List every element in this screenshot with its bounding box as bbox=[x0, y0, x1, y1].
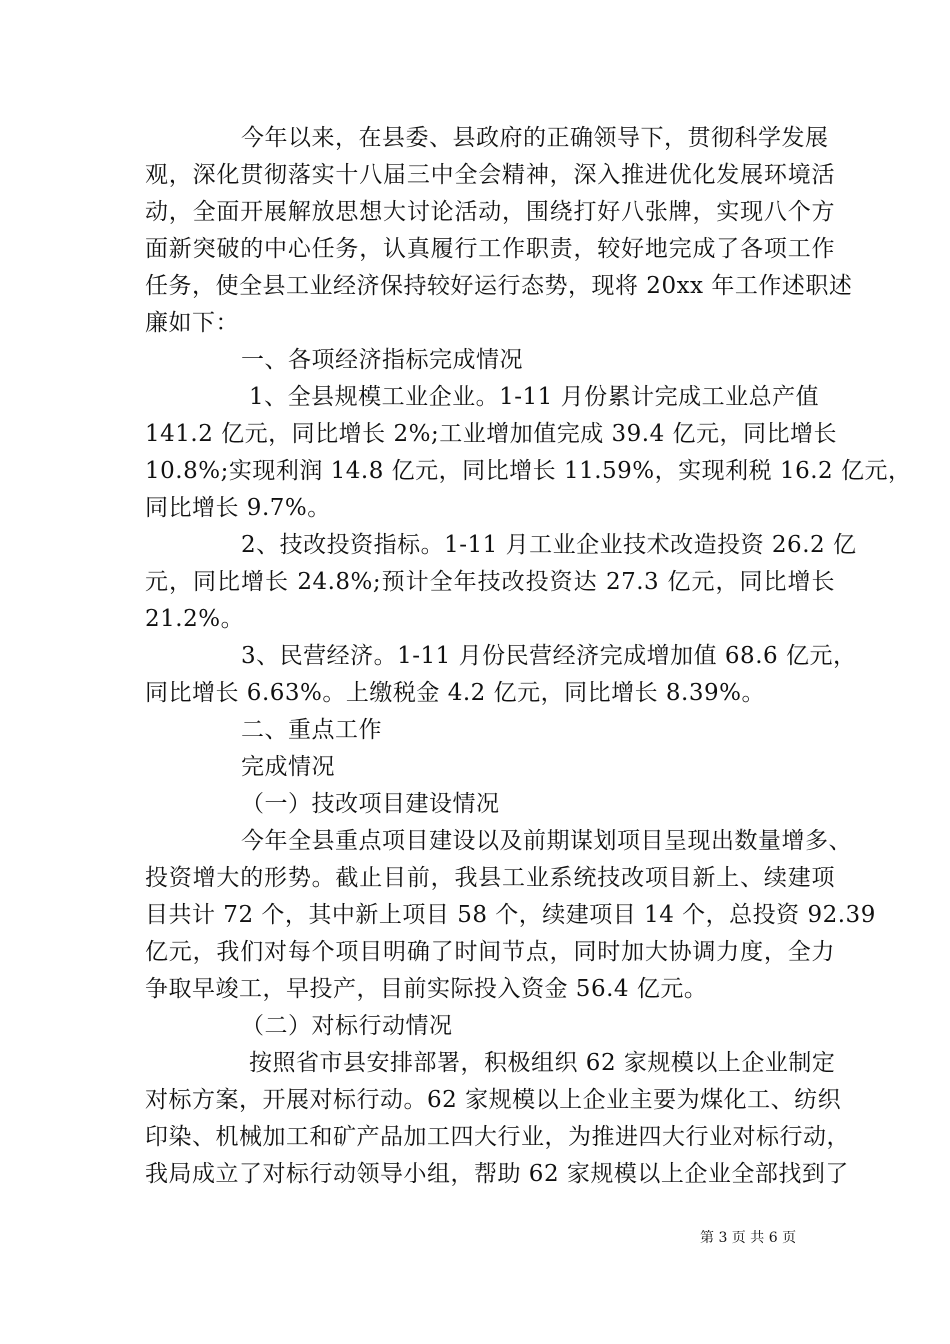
page-number-footer: 第 3 页 共 6 页 bbox=[700, 1230, 797, 1246]
paragraph-line: 我局成立了对标行动领导小组，帮助 62 家规模以上企业全部找到了 bbox=[145, 1161, 849, 1187]
subsection-heading: （二）对标行动情况 bbox=[241, 1013, 453, 1039]
paragraph-line: 目共计 72 个，其中新上项目 58 个，续建项目 14 个，总投资 92.39 bbox=[145, 902, 876, 928]
section-heading: 一、各项经济指标完成情况 bbox=[241, 347, 523, 373]
paragraph-line: 按照省市县安排部署，积极组织 62 家规模以上企业制定 bbox=[249, 1050, 836, 1076]
paragraph-line: 亿元，我们对每个项目明确了时间节点，同时加大协调力度，全力 bbox=[145, 939, 835, 965]
paragraph-line: 今年全县重点项目建设以及前期谋划项目呈现出数量增多、 bbox=[241, 828, 852, 854]
paragraph-line: 投资增大的形势。截止目前，我县工业系统技改项目新上、续建项 bbox=[145, 865, 835, 891]
paragraph-line: 任务，使全县工业经济保持较好运行态势，现将 20xx 年工作述职述 bbox=[145, 273, 853, 299]
paragraph-line: 21.2%。 bbox=[145, 606, 245, 632]
paragraph-line: 141.2 亿元，同比增长 2%;工业增加值完成 39.4 亿元，同比增长 bbox=[145, 421, 838, 447]
paragraph-line: 廉如下： bbox=[145, 310, 239, 336]
paragraph-line: 动，全面开展解放思想大讨论活动，围绕打好八张牌，实现八个方 bbox=[145, 199, 835, 225]
paragraph-line: 观，深化贯彻落实十八届三中全会精神，深入推进优化发展环境活 bbox=[145, 162, 835, 188]
paragraph-line: 元，同比增长 24.8%;预计全年技改投资达 27.3 亿元，同比增长 bbox=[145, 569, 835, 595]
paragraph-line: 印染、机械加工和矿产品加工四大行业，为推进四大行业对标行动， bbox=[145, 1124, 850, 1150]
paragraph-line: 同比增长 6.63%。上缴税金 4.2 亿元，同比增长 8.39%。 bbox=[145, 680, 765, 706]
paragraph-line: 10.8%;实现利润 14.8 亿元，同比增长 11.59%，实现利税 16.2 亿元， bbox=[145, 458, 912, 484]
section-heading: 二、重点工作 bbox=[241, 717, 382, 743]
paragraph-line: 争取早竣工，早投产，目前实际投入资金 56.4 亿元。 bbox=[145, 976, 708, 1002]
section-heading: 完成情况 bbox=[241, 754, 335, 780]
paragraph-line: 2、技改投资指标。1-11 月工业企业技术改造投资 26.2 亿 bbox=[241, 532, 857, 558]
paragraph-line: 今年以来，在县委、县政府的正确领导下，贯彻科学发展 bbox=[241, 125, 829, 151]
subsection-heading: （一）技改项目建设情况 bbox=[241, 791, 500, 817]
paragraph-line: 面新突破的中心任务，认真履行工作职责，较好地完成了各项工作 bbox=[145, 236, 835, 262]
paragraph-line: 3、民营经济。1-11 月份民营经济完成增加值 68.6 亿元， bbox=[241, 643, 857, 669]
paragraph-line: 1、全县规模工业企业。1-11 月份累计完成工业总产值 bbox=[249, 384, 820, 410]
paragraph-line: 对标方案，开展对标行动。62 家规模以上企业主要为煤化工、纺织 bbox=[145, 1087, 842, 1113]
paragraph-line: 同比增长 9.7%。 bbox=[145, 495, 331, 521]
